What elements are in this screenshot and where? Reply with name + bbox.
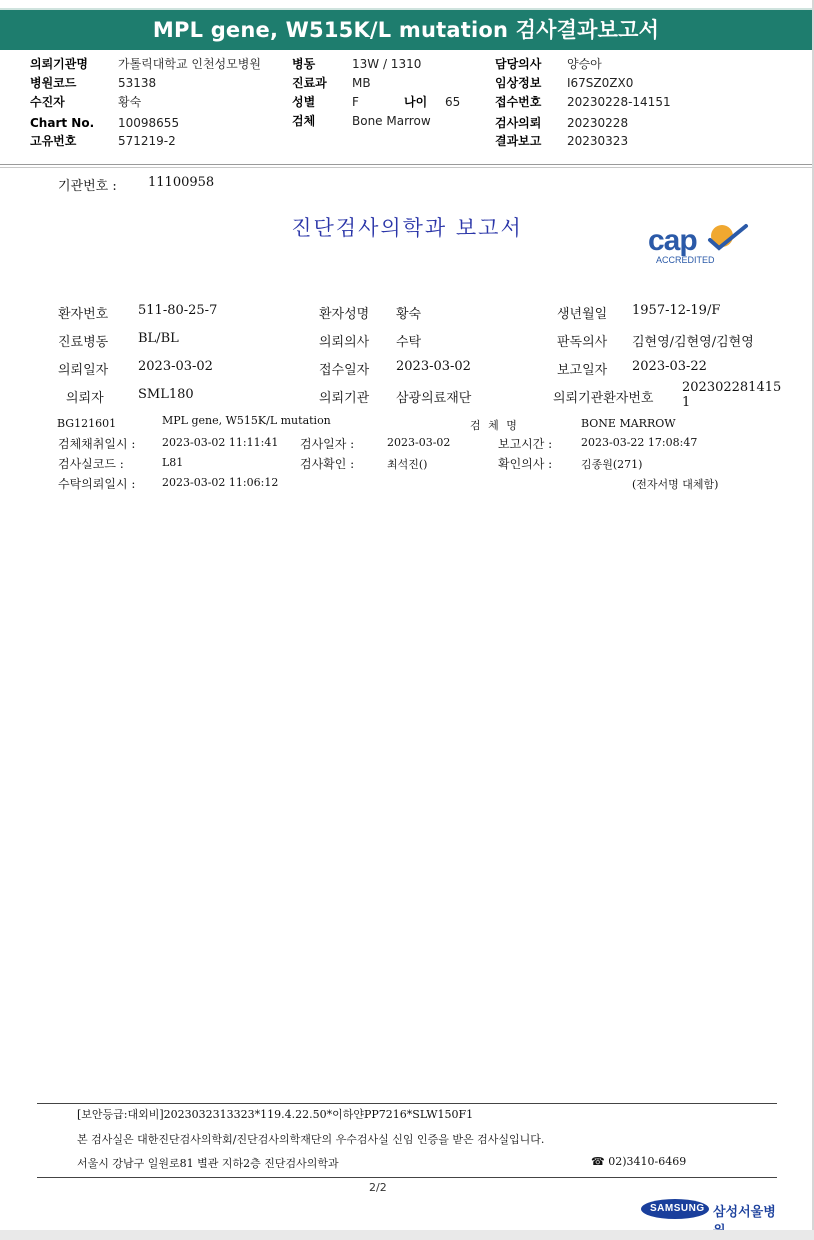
- doctor-value: 김종원(271): [581, 458, 643, 471]
- specimen-label: 검 체 명: [470, 419, 519, 432]
- header-value-ward: 13W / 1310: [352, 57, 422, 71]
- footer-certification: 본 검사실은 대한진단검사의학회/진단검사의학재단의 우수검사실 신임 인증을 받은 검사실입니다.: [77, 1133, 545, 1146]
- samsung-hospital-logo: [640, 1198, 780, 1222]
- header-label-institution: 의뢰기관명: [30, 57, 88, 71]
- testdate-value: 2023-03-02: [387, 436, 451, 449]
- banner-title: MPL gene, W515K/L mutation 검사결과보고서: [152, 18, 660, 42]
- header-value-specimen: Bone Marrow: [352, 114, 431, 128]
- logo-hospital: 삼성서울병: [713, 1205, 776, 1220]
- testdate-label: 검사일자 :: [300, 437, 355, 451]
- esign-note: (전자서명 대체함): [632, 478, 719, 491]
- patient-value-req-institution: 삼광의료재단: [396, 391, 472, 406]
- header-label-chart-no: Chart No.: [30, 116, 95, 130]
- patient-value-report-date: 2023-03-22: [632, 359, 707, 374]
- page-number: 2/2: [369, 1181, 387, 1194]
- header-divider: [0, 164, 814, 165]
- header-value-test-request: 20230228: [567, 116, 629, 130]
- header-label-department: 진료과: [292, 76, 327, 90]
- doctor-label: 확인의사 :: [498, 457, 553, 471]
- patient-label-ward: 진료병동: [58, 335, 109, 350]
- header-label-ward: 병동: [292, 57, 316, 71]
- patient-value-inst-patient-no-cont: 1: [682, 395, 691, 410]
- patient-label-id: 환자번호: [58, 307, 109, 322]
- patient-value-req-date: 2023-03-02: [138, 359, 213, 374]
- patient-value-receipt-date: 2023-03-02: [396, 359, 471, 374]
- header-value-physician: 양승아: [567, 57, 602, 71]
- patient-label-inst-patient-no: 의뢰기관환자번호: [553, 391, 654, 406]
- header-value-department: MB: [352, 76, 371, 90]
- patient-value-birth: 1957-12-19/F: [632, 303, 721, 318]
- header-value-clinical-info: I67SZ0ZX0: [567, 76, 634, 90]
- reporttime-label: 보고시간 :: [498, 437, 553, 451]
- logo-brand: SAMSUNG: [650, 1203, 705, 1214]
- header-value-chart-no: 10098655: [118, 116, 180, 130]
- header-value-patient: 황숙: [118, 95, 142, 109]
- header-label-specimen: 검체: [292, 114, 316, 128]
- specimen-value: BONE MARROW: [581, 417, 676, 430]
- header-label-hospital-code: 병원코드: [30, 76, 77, 90]
- header-label-test-request: 검사의뢰: [495, 116, 542, 130]
- commission-label: 수탁의뢰일시 :: [58, 477, 136, 491]
- header-value-institution: 가톨릭대학교 인천성모병원: [118, 57, 261, 71]
- header-label-receipt-no: 접수번호: [495, 95, 542, 109]
- patient-label-reader: 판독의사: [557, 335, 608, 350]
- collect-value: 2023-03-02 11:11:41: [162, 436, 279, 449]
- footer-security: [보안등급:대외비]2023032313323*119.4.22.50*이하얀PP7216*SLW150F1: [77, 1108, 474, 1121]
- patient-value-id: 511-80-25-7: [138, 303, 218, 318]
- test-code: BG121601: [57, 417, 117, 430]
- bottom-gray-strip: [0, 1230, 814, 1240]
- footer-top-line: [37, 1103, 777, 1104]
- confirm-value: 최석진(): [387, 458, 428, 471]
- commission-value: 2023-03-02 11:06:12: [162, 476, 279, 489]
- patient-value-reader: 김현영/김현영/김현영: [632, 335, 754, 350]
- header-label-unique-no: 고유번호: [30, 134, 77, 148]
- patient-label-birth: 생년월일: [557, 307, 608, 322]
- patient-label-report-date: 보고일자: [557, 363, 608, 378]
- cap-logo-sub: ACCREDITED: [656, 255, 715, 265]
- header-label-result-report: 결과보고: [495, 134, 542, 148]
- patient-value-requester: SML180: [138, 387, 194, 402]
- patient-label-requester: 의뢰자: [66, 391, 104, 406]
- patient-label-req-date: 의뢰일자: [58, 363, 109, 378]
- header-value-hospital-code: 53138: [118, 76, 157, 90]
- header-value-sex: F: [352, 95, 359, 109]
- header-value-receipt-no: 20230228-14151: [567, 95, 671, 109]
- patient-label-receipt-date: 접수일자: [319, 363, 370, 378]
- report-title: 진단검사의학과 보고서: [291, 216, 523, 240]
- reporttime-value: 2023-03-22 17:08:47: [581, 436, 698, 449]
- patient-label-req-doctor: 의뢰의사: [319, 335, 370, 350]
- patient-value-ward: BL/BL: [138, 331, 179, 346]
- header-value-result-report: 20230323: [567, 134, 629, 148]
- labcode-label: 검사실코드 :: [58, 457, 124, 471]
- header-label-patient: 수진자: [30, 95, 65, 109]
- footer-address: 서울시 강남구 일원로81 별관 지하2층 진단검사의학과: [77, 1157, 339, 1170]
- patient-value-req-doctor: 수탁: [396, 335, 422, 350]
- header-value-age: 65: [445, 95, 461, 109]
- cap-logo-word: cap: [648, 224, 697, 257]
- footer-bottom-line: [37, 1177, 777, 1178]
- patient-value-name: 황숙: [396, 307, 422, 322]
- header-value-unique-no: 571219-2: [118, 134, 176, 148]
- header-label-sex: 성별: [292, 95, 316, 109]
- confirm-label: 검사확인 :: [300, 457, 355, 471]
- labcode-value: L81: [162, 456, 184, 469]
- patient-label-name: 환자성명: [319, 307, 370, 322]
- header-label-age: 나이: [404, 95, 428, 109]
- header-divider-secondary: [0, 167, 814, 168]
- report-banner: [0, 8, 812, 50]
- test-name: MPL gene, W515K/L mutation: [162, 414, 331, 427]
- patient-value-inst-patient-no: 202302281415: [682, 380, 782, 395]
- footer-phone: ☎ 02)3410-6469: [591, 1155, 687, 1168]
- cap-accredited-logo: [648, 222, 758, 268]
- collect-label: 검체채취일시 :: [58, 437, 136, 451]
- header-label-clinical-info: 임상정보: [495, 76, 542, 90]
- org-number-label: 기관번호 :: [58, 179, 117, 194]
- header-label-physician: 담당의사: [495, 57, 542, 71]
- org-number-value: 11100958: [148, 175, 215, 190]
- patient-label-req-institution: 의뢰기관: [319, 391, 370, 406]
